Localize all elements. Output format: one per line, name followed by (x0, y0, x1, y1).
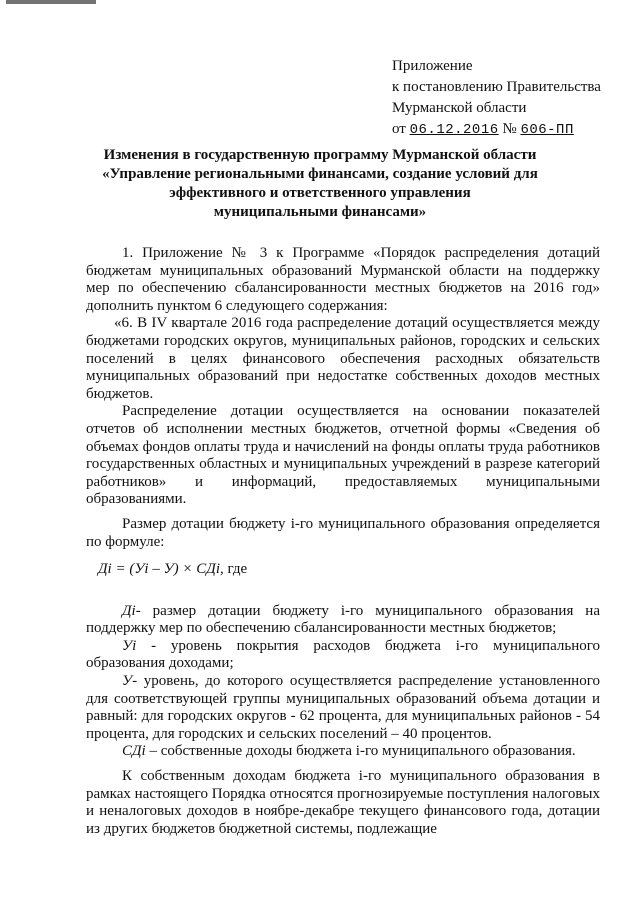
paragraph-item-1: 1. Приложение № 3 к Программе «Порядок распределения дотаций бюджетам муниципальных образований Мурманской области на поддержку мер по обеспечению сбалансированности местных бюджетов на 2016 год» дополнить пунктом 6 следующего содержания: (86, 245, 600, 314)
appendix-line: Приложение (392, 58, 473, 74)
definition-text: – собственные доходы бюджета i-го муниципального образования. (145, 743, 576, 760)
title-line: эффективного и ответственного управления (169, 185, 471, 201)
document-title (80, 146, 560, 222)
title-line: муниципальными финансами» (213, 204, 427, 220)
symbol-u: У (122, 673, 133, 690)
document-body (86, 245, 600, 838)
definition-sd (86, 743, 600, 761)
paragraph-distribution: Распределение дотации осуществляется на основании показателей отчетов об исполнении местных бюджетов, отчетной формы «Сведения об объемах фондов оплаты труда и начислений на фонды оплаты труда работников государственных областных и муниципальных учреждений в разрезе категорий работников» и информаций, предоставляемых муниципальными образованиями. (86, 403, 600, 508)
symbol-ui: Уi (122, 637, 137, 654)
paragraph-own-revenues: К собственным доходам бюджета i-го муниципального образования в рамках настоящего Порядка относятся прогнозируемые поступления налоговых и неналоговых доходов в ноябре-декабре текущего финансового года, дотации из других бюджетов бюджетной системы, подлежащие (86, 768, 600, 837)
number-prefix: № (502, 121, 517, 137)
symbol-sd: СДi (122, 743, 146, 760)
title-line: «Управление региональными финансами, создание условий для (102, 166, 538, 182)
formula-expression: Дi = (Уi – У) × СДi (98, 561, 221, 578)
appendix-line: к постановлению Правительства (392, 79, 601, 95)
title-line: Изменения в государственную программу Мурманской области (103, 147, 537, 163)
formula (98, 561, 600, 579)
date-prefix: от (392, 121, 406, 137)
appendix-date-line (392, 119, 601, 141)
scan-artifact (6, 0, 96, 4)
formula-suffix: , где (220, 561, 248, 578)
definition-text: - размер дотации бюджету i-го муниципального образования на поддержку мер по обеспечению сбалансированности местных бюджетов; (86, 602, 600, 637)
definition-u (86, 673, 600, 743)
definition-ui (86, 638, 600, 673)
definition-text: - уровень, до которого осуществляется распределение установленного для соответствующей группы муниципальных образований объема дотации и равный: для городских округов - 62 процента, для муниципальных районов - 54 процента, для городских и сельских поселений – 40 процентов. (86, 673, 600, 742)
definition-d (86, 603, 600, 638)
symbol-d: Дi (122, 602, 136, 619)
definition-text: - уровень покрытия расходов бюджета i-го муниципального образования доходами; (86, 637, 600, 672)
document-date: 06.12.2016 (409, 122, 499, 138)
appendix-header (392, 56, 601, 141)
paragraph-formula-intro: Размер дотации бюджету i-го муниципального образования определяется по формуле: (86, 515, 600, 550)
document-number: 606-ПП (520, 122, 574, 138)
appendix-line: Мурманской области (392, 100, 527, 116)
paragraph-item-6: «6. В IV квартале 2016 года распределение дотаций осуществляется между бюджетами городских округов, муниципальных районов, городских и сельских поселений в целях финансового обеспечения расходных обязательств муниципальных образований при недостатке собственных доходов местных бюджетов. (86, 315, 600, 402)
